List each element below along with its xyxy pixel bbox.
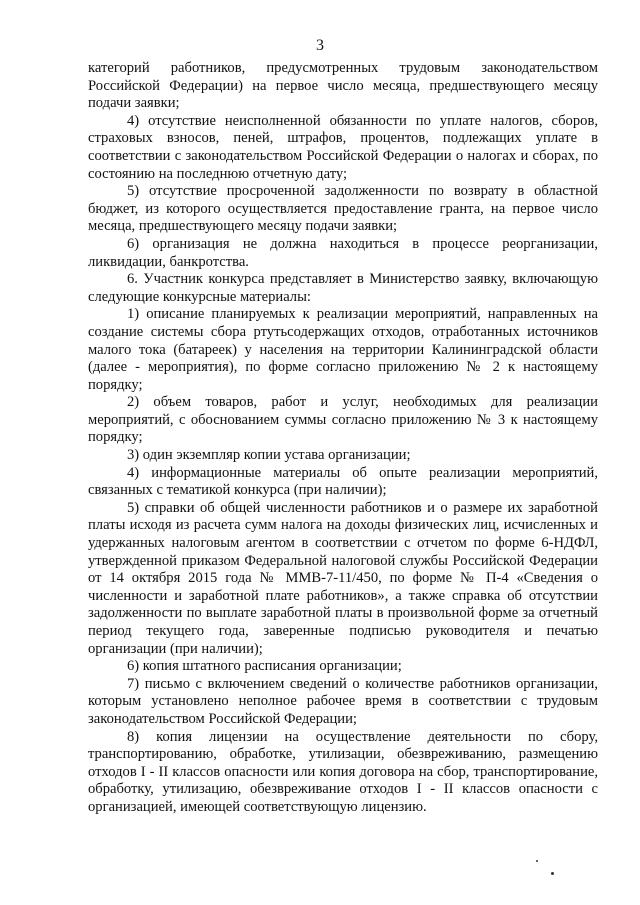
paragraph-material-7: 7) письмо с включением сведений о количестве работников организации, которым установлено неполное рабочее время в соответствии с трудовым законодательством Российской Федерации; [88,675,598,727]
paragraph-material-1: 1) описание планируемых к реализации мероприятий, направленных на создание системы сбора ртутьсодержащих отходов, отработанных источников малого тока (батареек) у населения на территории Калининградской области (далее - мероприятия), по форме согласно приложению № 2 к настоящему порядку; [88,306,598,393]
paragraph-item-5: 5) отсутствие просроченной задолженности по возврату в областной бюджет, из которого осуществляется предоставление гранта, на первое число месяца, предшествующего месяцу подачи заявки; [88,183,598,235]
scan-specks [536,858,566,883]
paragraph-material-6: 6) копия штатного расписания организации; [127,658,402,675]
paragraph-material-4: 4) информационные материалы об опыте реализации мероприятий, связанных с тематикой конкурса (при наличии); [88,464,598,499]
paragraph-material-8: 8) копия лицензии на осуществление деятельности по сбору, транспортированию, обработке, утилизации, обезвреживанию, размещению отходов I - II классов опасности или копия договора на сбор, транспортирование, обработку, утилизацию, обезвреживание отходов I - II классов опасности с организацией, имеющей соответствующую лицензию. [88,728,598,815]
paragraph-item-4: 4) отсутствие неисполненной обязанности по уплате налогов, сборов, страховых взносов, пеней, штрафов, процентов, подлежащих уплате в соответствии с законодательством Российской Федерации о налогах и сборах, по состоянию на последнюю отчетную дату; [88,112,598,182]
paragraph-continuation: категорий работников, предусмотренных трудовым законодательством Российской Федерации) на первое число месяца, предшествующего месяцу подачи заявки; [88,60,598,112]
paragraph-material-5: 5) справки об общей численности работников и о размере их заработной платы исходя из расчета сумм налога на доходы физических лиц, исчисленных и удержанных налоговым агентом в соответствии с отчетом по форме 6-НДФЛ, утвержденной приказом Федеральной налоговой службы Российской Федерации от 14 октября 2015 года № ММВ-7-11/450, по форме № П-4 «Сведения о численности и заработной плате работников», а также справка об отсутствии задолженности по выплате заработной платы в произвольной форме за отчетный период текущего года, заверенные подписью руководителя и печатью организации (при наличии); [88,499,598,657]
paragraph-item-6: 6) организация не должна находиться в процессе реорганизации, ликвидации, банкротства. [88,235,598,270]
paragraph-material-3: 3) один экземпляр копии устава организации; [127,447,411,464]
paragraph-material-2: 2) объем товаров, работ и услуг, необходимых для реализации мероприятий, с обоснованием суммы согласно приложению № 3 к настоящему порядку; [88,394,598,446]
paragraph-section-6: 6. Участник конкурса представляет в Министерство заявку, включающую следующие конкурсные материалы: [88,271,598,305]
page-number: 3 [316,37,324,54]
document-body [88,60,598,817]
